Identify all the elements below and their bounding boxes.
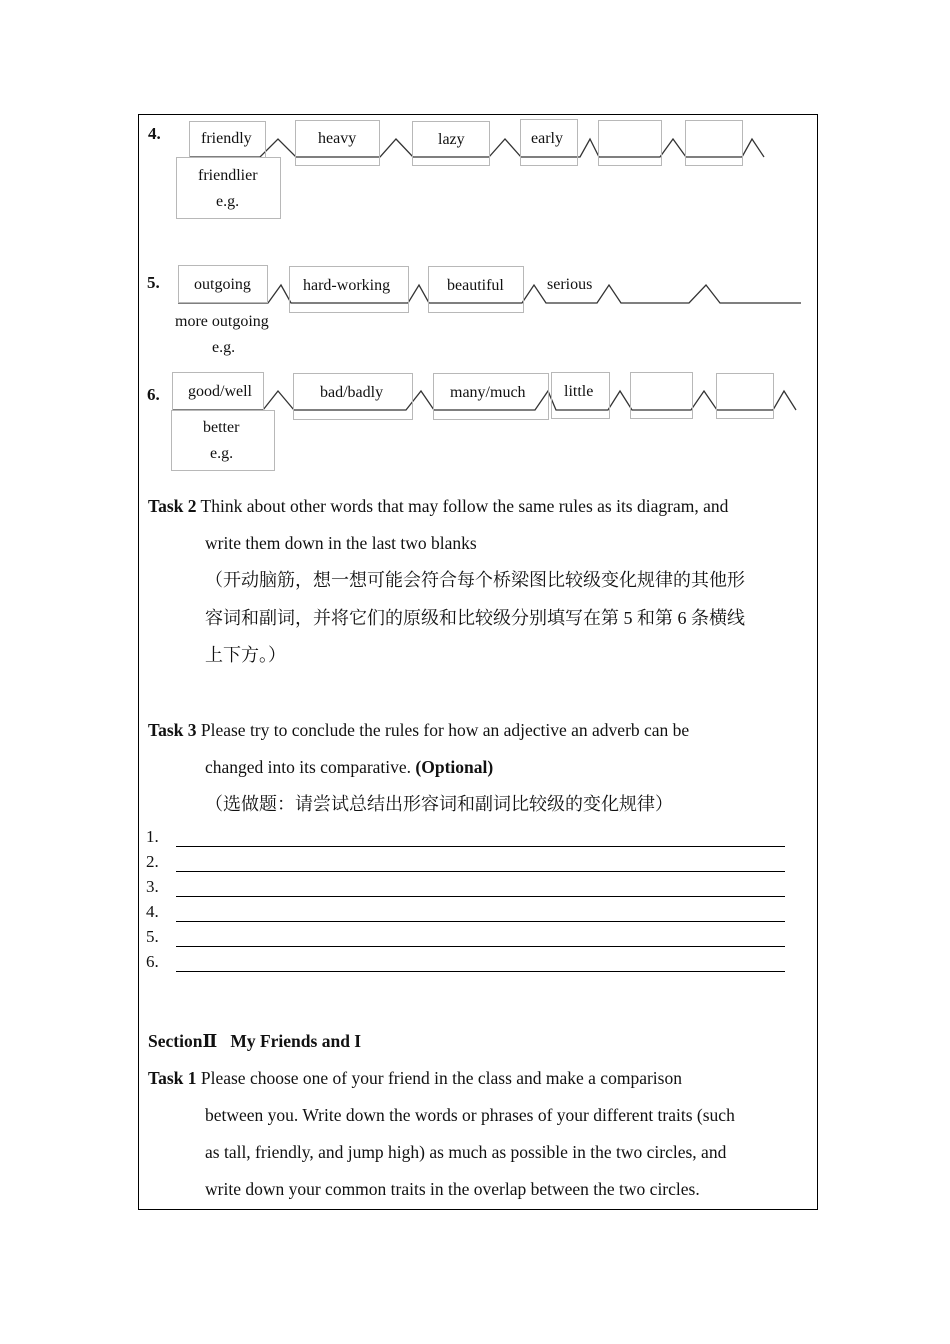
blank-box[interactable] xyxy=(716,373,774,419)
row4-example-word: friendlier xyxy=(198,167,258,184)
task2-text: Think about other words that may follow the same rules as its diagram, and xyxy=(200,496,729,516)
answer-line[interactable] xyxy=(176,971,785,972)
row6-word-2: bad/badly xyxy=(320,384,384,401)
row4-word-4: early xyxy=(531,130,563,147)
row4-number: 4. xyxy=(148,124,161,143)
task2-cn1: （开动脑筋，想一想可能会符合每个桥梁图比较级变化规律的其他形 xyxy=(205,570,745,590)
answer-line[interactable] xyxy=(176,846,785,847)
answer-line[interactable] xyxy=(176,946,785,947)
row5-word-4: serious xyxy=(547,276,593,293)
row4-word-3: lazy xyxy=(438,131,465,148)
row5-example-word: more outgoing xyxy=(175,313,269,330)
answer-number: 2. xyxy=(146,852,159,871)
row4-word-2: heavy xyxy=(318,130,357,147)
task1-line4: write down your common traits in the overlap between the two circles. xyxy=(205,1179,700,1199)
row6-word-4: little xyxy=(564,383,594,400)
row5-word-1: outgoing xyxy=(194,276,251,293)
row5-word-3: beautiful xyxy=(447,277,504,294)
answer-number: 3. xyxy=(146,877,159,896)
row6-example-word: better xyxy=(203,419,240,436)
blank-box[interactable] xyxy=(630,372,693,419)
answer-line[interactable] xyxy=(176,921,785,922)
task2-line2: write them down in the last two blanks xyxy=(205,533,477,553)
task1-label: Task 1 xyxy=(148,1068,197,1088)
task1-line2: between you. Write down the words or phrases of your different traits (such xyxy=(205,1105,735,1125)
task1-line1 xyxy=(148,1060,682,1097)
section2-label: SectionⅡ xyxy=(148,1031,218,1051)
section2-heading xyxy=(148,1023,361,1060)
task3-text: Please try to conclude the rules for how an adjective an adverb can be xyxy=(200,720,690,740)
section2-title: My Friends and I xyxy=(230,1031,362,1051)
row4-example-label: e.g. xyxy=(216,193,240,210)
blank-box[interactable] xyxy=(685,120,743,166)
task2-label: Task 2 xyxy=(148,496,197,516)
task3-optional: (Optional) xyxy=(415,757,494,777)
answer-line[interactable] xyxy=(176,896,785,897)
task2-cn2: 容词和副词，并将它们的原级和比较级分别填写在第 5 和第 6 条横线 xyxy=(205,608,745,628)
row6-word-3: many/much xyxy=(450,384,526,401)
row5-example-label: e.g. xyxy=(212,339,236,356)
row6-word-1: good/well xyxy=(188,383,252,400)
task1-text: Please choose one of your friend in the class and make a comparison xyxy=(200,1068,682,1088)
task3-text2: changed into its comparative. xyxy=(205,757,412,777)
answer-number: 4. xyxy=(146,902,159,921)
task1-line3: as tall, friendly, and jump high) as much as possible in the two circles, and xyxy=(205,1142,727,1162)
row4-word-1: friendly xyxy=(201,130,252,147)
row5-number: 5. xyxy=(147,273,160,292)
answer-number: 5. xyxy=(146,927,159,946)
row6-example-label: e.g. xyxy=(210,445,234,462)
answer-number: 6. xyxy=(146,952,159,971)
blank-box[interactable] xyxy=(598,120,662,166)
task2-line1 xyxy=(148,488,728,525)
answer-line[interactable] xyxy=(176,871,785,872)
answer-number: 1. xyxy=(146,827,159,846)
task3-line2 xyxy=(205,749,493,786)
task3-cn1: （选做题：请尝试总结出形容词和副词比较级的变化规律） xyxy=(205,794,673,814)
task3-label: Task 3 xyxy=(148,720,197,740)
task3-line1 xyxy=(148,712,689,749)
task2-cn3: 上下方。） xyxy=(205,645,286,665)
row6-number: 6. xyxy=(147,385,160,404)
row5-word-2: hard-working xyxy=(303,277,391,294)
